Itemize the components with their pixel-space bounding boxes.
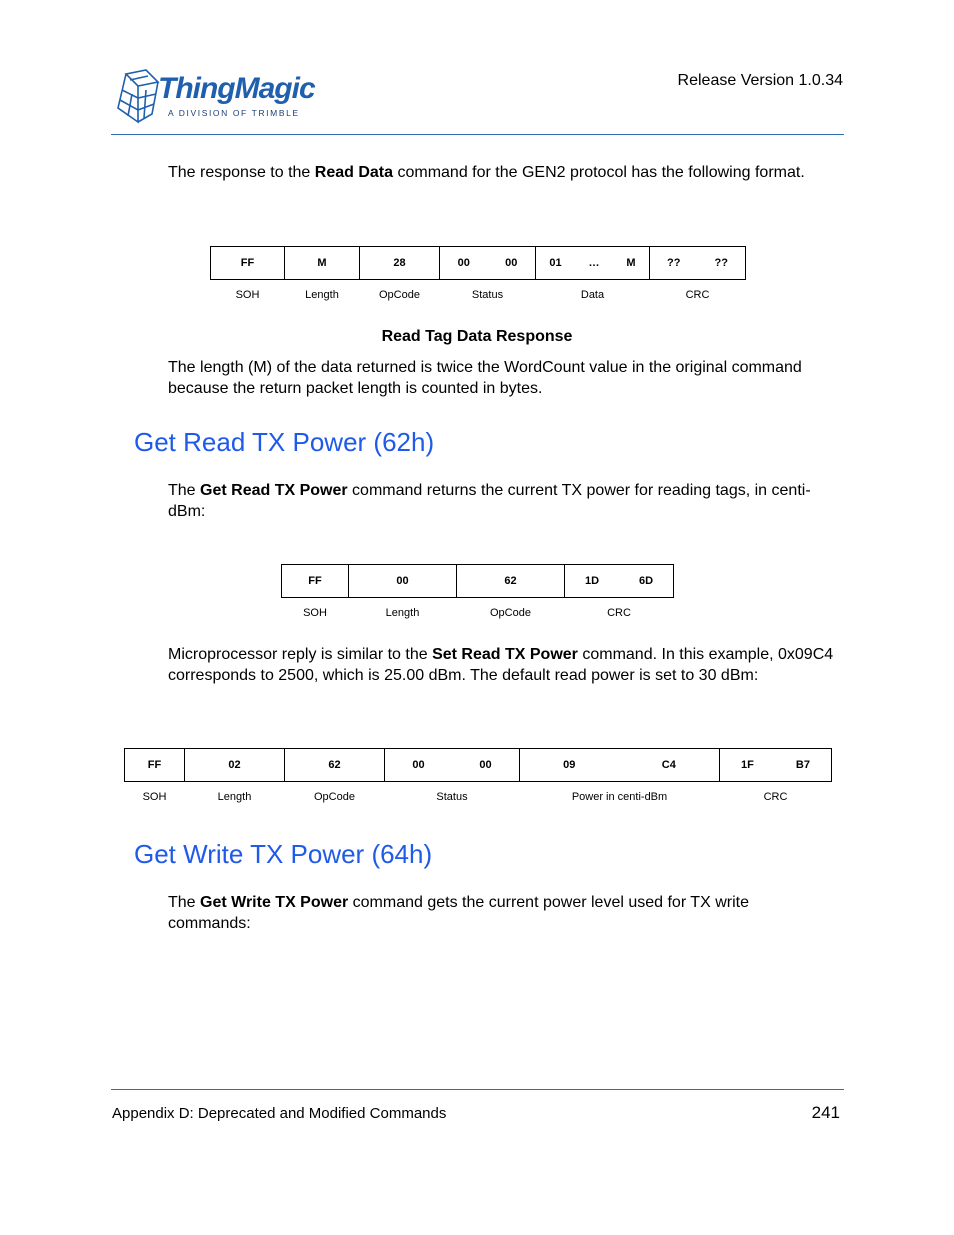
field-value: M [317,257,327,269]
intro-text-2: command for the GEN2 protocol has the following format. [393,164,805,181]
field-label: OpCode [379,289,420,301]
packet-field-length [185,749,285,782]
section1-text-1: The [168,482,201,499]
field-label: CRC [607,607,631,619]
packet-field-opcode [457,565,565,598]
logo-name: ThingMagic [158,72,315,105]
reply-paragraph [168,645,848,686]
packet-field-opcode [360,247,440,280]
release-version: Release Version 1.0.34 [677,72,843,89]
section2-text-1: The [168,894,201,911]
packet-field-crc [650,247,746,280]
field-value: FF [308,575,322,587]
field-label: Status [436,791,468,803]
section1-paragraph [168,481,828,522]
intro-text-1: The response to the [168,164,315,181]
header-rule [111,134,844,135]
field-label: CRC [685,289,710,301]
field-value: ?? [714,257,728,269]
field-label: Length [305,289,339,301]
packet-field-length [285,247,360,280]
field-value: 00 [412,759,425,771]
packet-field-crc [720,749,832,782]
field-value: 00 [457,257,470,269]
cube-logo-icon [112,68,162,124]
field-value: 28 [393,257,406,269]
read-data-response-table [210,246,746,302]
field-value: 6D [638,575,654,587]
packet-field-power [520,749,720,782]
table-caption: Read Tag Data Response [381,328,573,345]
reply-text-2: command. In this example, 0x09C4 corresponds to 2500, which is 25.00 dBm. The default read power is set to 30 dBm: [168,646,834,684]
field-label: SOH [142,791,167,803]
packet-field-data [536,247,650,280]
field-value: ?? [667,257,681,269]
page-number: 241 [811,1103,840,1122]
field-value: … [588,257,600,269]
section2-bold: Get Write TX Power [200,894,349,911]
field-value: 1F [741,759,754,771]
section-heading-get-read-tx-power: Get Read TX Power (62h) [134,427,435,457]
intro-bold: Read Data [314,164,394,181]
packet-field-soh [211,247,285,280]
field-value: 02 [228,759,241,771]
field-value: 01 [549,257,562,269]
field-label: OpCode [490,607,531,619]
section1-bold: Get Read TX Power [200,482,348,499]
intro-paragraph [168,163,828,184]
packet-field-crc [565,565,674,598]
field-value: M [626,257,636,269]
packet-field-length [349,565,457,598]
field-value: 62 [328,759,341,771]
section1-text-2: command returns the current TX power for reading tags, in centi-dBm: [168,482,811,520]
field-value: B7 [795,759,810,771]
field-label: OpCode [314,791,355,803]
logo [112,68,315,124]
packet-field-status [385,749,520,782]
logo-subtitle: A DIVISION OF TRIMBLE [168,108,300,118]
packet-field-opcode [285,749,385,782]
footer-chapter: Appendix D: Deprecated and Modified Commands [112,1105,447,1122]
reply-text-1: Microprocessor reply is similar to the [168,646,433,663]
field-value: FF [240,257,255,269]
footer-rule [111,1089,844,1090]
field-value: FF [147,759,162,771]
field-value: 00 [505,257,518,269]
packet-field-soh [125,749,185,782]
reply-bold: Set Read TX Power [432,646,578,663]
field-value: 09 [563,759,576,771]
field-label: Power in centi-dBm [571,791,668,803]
field-value: 1D [584,575,600,587]
field-value: 62 [504,575,517,587]
field-label: Length [217,791,252,803]
field-value: 00 [479,759,492,771]
section2-text-2: command gets the current power level used for TX write commands: [168,894,749,932]
field-label: Length [385,607,420,619]
field-label: CRC [763,791,788,803]
section2-paragraph [168,893,828,934]
field-value: 00 [396,575,409,587]
field-label: Data [580,289,605,301]
packet-field-status [440,247,536,280]
get-read-tx-power-command-table [281,564,674,620]
get-read-tx-power-response-table [124,748,832,804]
section-heading-get-write-tx-power: Get Write TX Power (64h) [134,839,433,869]
packet-field-soh [282,565,349,598]
length-paragraph: The length (M) of the data returned is twice the WordCount value in the original command because the return packet length is counted in bytes. [168,359,802,397]
field-label: Status [471,289,504,301]
field-value: C4 [661,759,676,771]
field-label: SOH [303,607,327,619]
field-label: SOH [235,289,260,301]
